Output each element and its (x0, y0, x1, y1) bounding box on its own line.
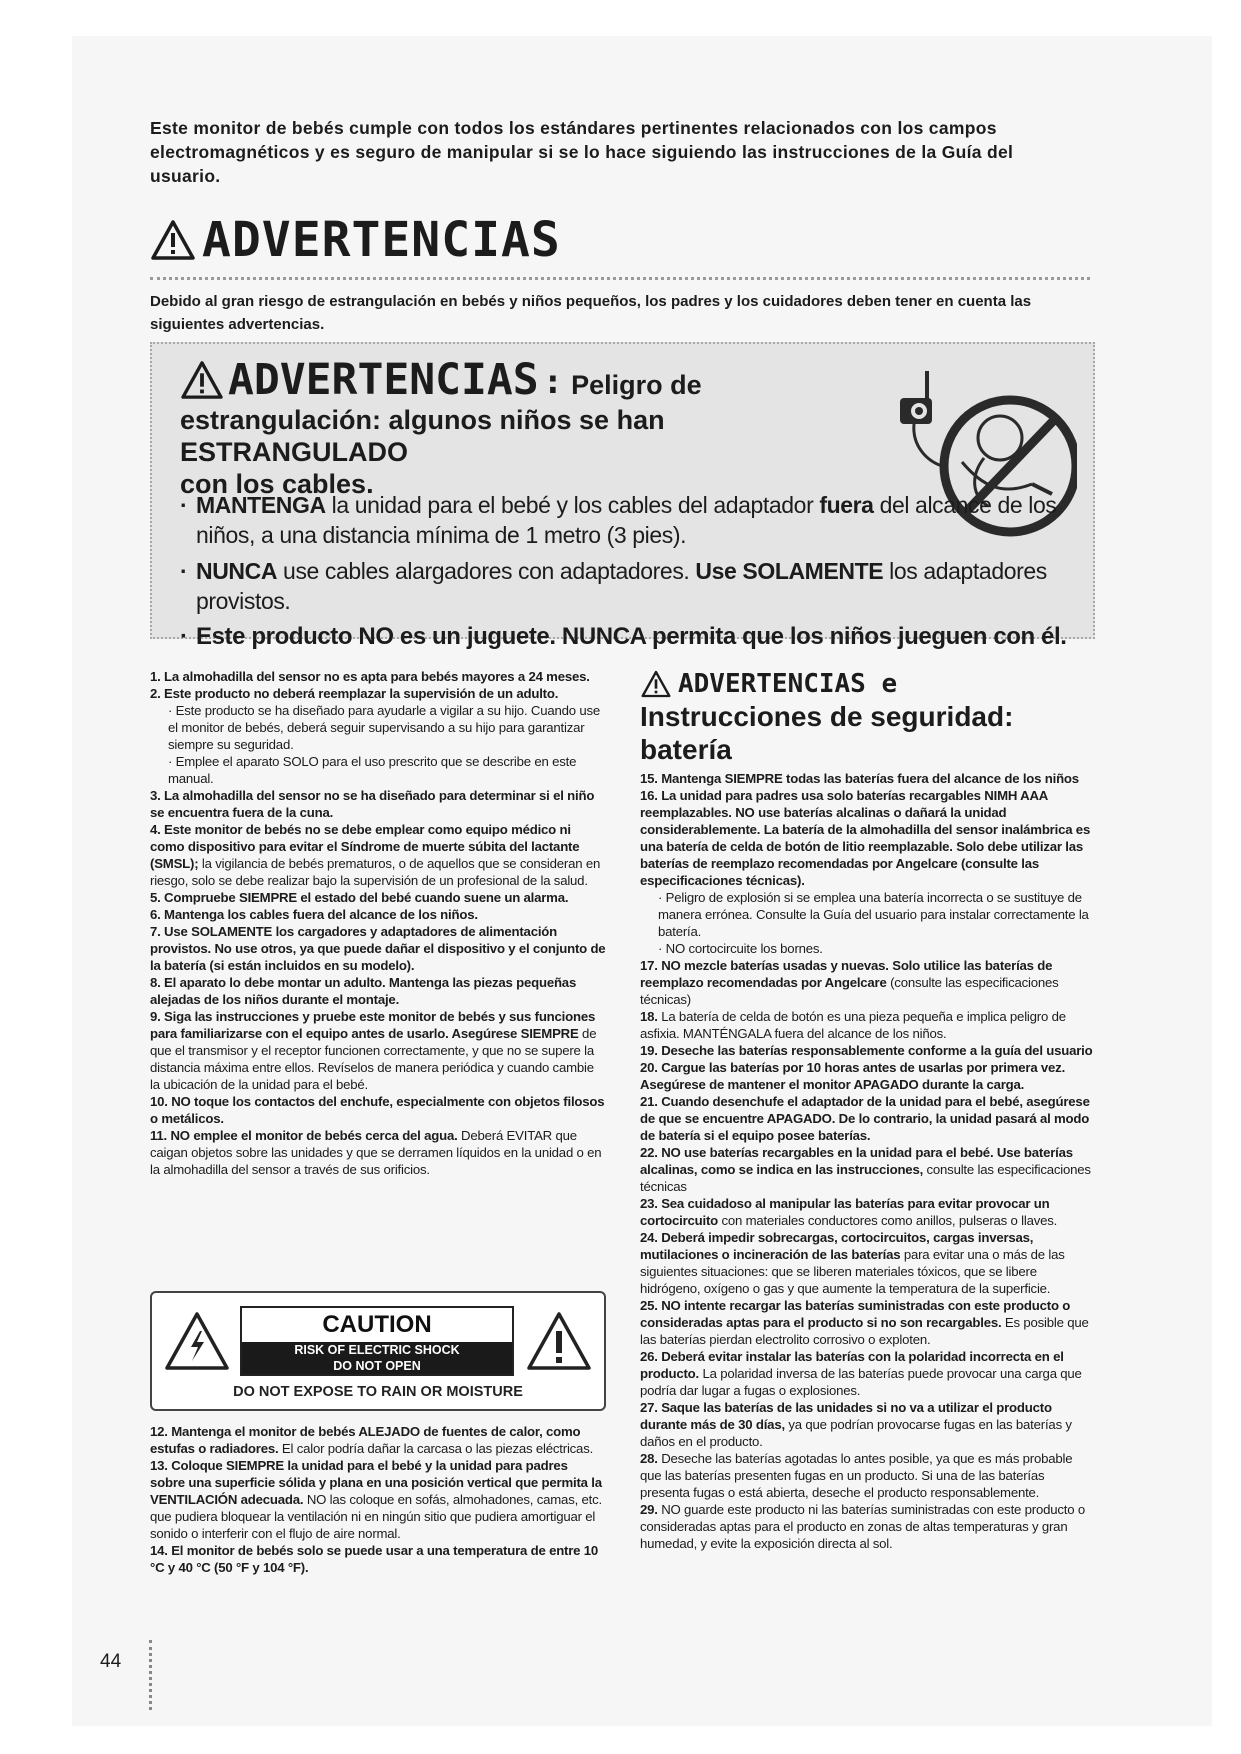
warning-box-heading (180, 356, 880, 500)
list-item: 15. Mantenga SIEMPRE todas las baterías fuera del alcance de los niños (640, 771, 1079, 786)
warning-box-subtitle-3: con los cables. (180, 469, 374, 499)
caution-line-1: RISK OF ELECTRIC SHOCK (294, 1343, 460, 1357)
battery-heading-line-1: ADVERTENCIAS e (678, 669, 898, 699)
warning-box-colon: : (542, 362, 564, 402)
list-item: · Este producto NO es un juguete. NUNCA permita que los niños jueguen con él. (180, 623, 1067, 650)
list-item: 6. Mantenga los cables fuera del alcance de los niños. (150, 907, 478, 922)
list-item: 28. Deseche las baterías agotadas lo antes posible, ya que es más probable que las baterías presenten fugas en un producto. Si una de las baterías presenta fugas o está abierta, deseche el producto responsablemente. (640, 1451, 1073, 1500)
list-item: 20. Cargue las baterías por 10 horas antes de usarlas por primera vez. Asegúrese de mantener el monitor APAGADO durante la carga. (640, 1060, 1066, 1092)
warning-box-subtitle-1: Peligro de (571, 370, 702, 400)
caution-subtitle (242, 1342, 512, 1374)
list-item: 16. La unidad para padres usa solo baterías recargables NIMH AAA reemplazables. NO use baterías alcalinas o dañará la unidad considerablemente. La batería de la almohadilla del sensor inalámbrica es una batería de celda de botón de litio reemplazable. Solo debe utilizar las baterías de reemplazo recomendadas por Angelcare (consulte las especificaciones técnicas). (640, 788, 1091, 888)
list-item: 22. NO use baterías recargables en la unidad para el bebé. Use baterías alcalinas, como se indica en las instrucciones, consulte las especificaciones técnicas (640, 1145, 1091, 1194)
list-item: 8. El aparato lo debe montar un adulto. Mantenga las piezas pequeñas alejadas de los niños durante el montaje. (150, 975, 577, 1007)
list-subitem: · Emplee el aparato SOLO para el uso prescrito que se describe en este manual. (168, 754, 577, 786)
caution-label (150, 1291, 606, 1411)
caution-bottom-text: DO NOT EXPOSE TO RAIN OR MOISTURE (233, 1384, 523, 1400)
warning-triangle-icon (150, 219, 196, 261)
list-item: 4. Este monitor de bebés no se debe emplear como equipo médico ni como dispositivo para evitar el Síndrome de muerte súbita del lactante (SMSL); la vigilancia de bebés prematuros, o de aquellos que se consideran en riesgo, solo se debe realizar bajo la supervisión de un profesional de la salud. (150, 822, 601, 888)
list-item: 7. Use SOLAMENTE los cargadores y adaptadores de alimentación provistos. No use otros, ya que puede dañar el dispositivo y el conjunto de la batería (si están incluidos en su modelo). (150, 924, 606, 973)
sub-intro-paragraph: Debido al gran riesgo de estrangulación en bebés y niños pequeños, los padres y los cuidadores deben tener en cuenta las siguientes advertencias. (150, 293, 1032, 333)
caution-title: CAUTION (322, 1311, 432, 1338)
list-item: 25. NO intente recargar las baterías suministradas con este producto o consideradas aptas para el producto si no son recargables. Es posible que las baterías pierdan electrolito corrosivo o exploten. (640, 1298, 1089, 1347)
list-item: 24. Deberá impedir sobrecargas, cortocircuitos, cargas inversas, mutilaciones o incineración de las baterías para evitar una o más de las siguientes situaciones: que se liberen materiales tóxicos, que se libere hidrógeno, oxígeno o gas y que aumente la temperatura de la superficie. (640, 1230, 1065, 1296)
warning-triangle-icon (640, 670, 672, 698)
list-item: 29. NO guarde este producto ni las baterías suministradas con este producto o consideradas aptas para el producto en zonas de altas temperaturas y gran humedad, y evite la exposición directa al sol. (640, 1502, 1085, 1551)
list-item: · MANTENGA la unidad para el bebé y los cables del adaptador fuera del alcance de los niños, a una distancia mínima de 1 metro (3 pies). (180, 492, 1057, 548)
battery-heading-line-2: Instrucciones de seguridad: (640, 701, 1014, 732)
list-item: 23. Sea cuidadoso al manipular las baterías para evitar provocar un cortocircuito con materiales conductores como anillos, pulseras o llaves. (640, 1196, 1058, 1228)
list-item: 21. Cuando desenchufe el adaptador de la unidad para el bebé, asegúrese de que se encuentre APAGADO. De lo contrario, la unidad pasará al modo de batería si el equipo posee baterías. (640, 1094, 1090, 1143)
list-item: 14. El monitor de bebés solo se puede usar a una temperatura de entre 10 °C y 40 °C (50 °F y 104 °F). (150, 1543, 599, 1575)
right-column (640, 770, 1094, 1552)
list-item: 5. Compruebe SIEMPRE el estado del bebé cuando suene un alarma. (150, 890, 569, 905)
list-item: 13. Coloque SIEMPRE la unidad para el bebé y la unidad para padres sobre una superficie sólida y plana en una posición vertical que permita la VENTILACIÓN adecuada. NO las coloque en sofás, almohadones, camas, etc. que pudiera bloquear la ventilación ni en ningún sitio que pudiera amortiguar el sonido o interferir con el flujo de aire normal. (150, 1458, 602, 1541)
list-item: 19. Deseche las baterías responsablemente conforme a la guía del usuario (640, 1043, 1093, 1058)
dotted-divider (150, 277, 1090, 280)
page-margin-dots (149, 1640, 152, 1710)
battery-heading-line-3: batería (640, 734, 732, 765)
battery-heading (640, 668, 1100, 766)
caution-center-panel (240, 1306, 514, 1376)
list-item: 3. La almohadilla del sensor no se ha diseñado para determinar si el niño se encuentra fuera de la cuna. (150, 788, 595, 820)
list-item: 1. La almohadilla del sensor no es apta para bebés mayores a 24 meses. (150, 669, 590, 684)
warning-box-list (180, 490, 1080, 658)
main-heading-text: ADVERTENCIAS (202, 212, 561, 268)
electric-shock-icon (164, 1311, 230, 1371)
list-item: 2. Este producto no deberá reemplazar la supervisión de un adulto. (150, 686, 559, 701)
warning-box-title: ADVERTENCIAS (228, 355, 539, 405)
list-item: 17. NO mezcle baterías usadas y nuevas. Solo utilice las baterías de reemplazo recomendadas por Angelcare (consulte las especificaciones técnicas) (640, 958, 1059, 1007)
list-item: · NUNCA use cables alargadores con adaptadores. Use SOLAMENTE los adaptadores provistos. (180, 558, 1047, 614)
list-item: 11. NO emplee el monitor de bebés cerca del agua. Deberá EVITAR que caigan objetos sobre las unidades y que se derramen líquidos en la unidad o en la almohadilla del sensor a través de sus orificios. (150, 1128, 602, 1177)
list-item: 18. La batería de celda de botón es una pieza pequeña e implica peligro de asfixia. MANTÉNGALA fuera del alcance de los niños. (640, 1009, 1066, 1041)
warning-triangle-icon (180, 360, 224, 400)
list-item: 10. NO toque los contactos del enchufe, especialmente con objetos filosos o metálicos. (150, 1094, 605, 1126)
left-column-lower (150, 1423, 606, 1576)
list-subitem: · Este producto se ha diseñado para ayudarle a vigilar a su hijo. Cuando use el monitor de bebés, deberá seguir supervisando a su hijo para garantizar siempre su seguridad. (168, 703, 600, 752)
list-item: 9. Siga las instrucciones y pruebe este monitor de bebés y sus funciones para familiarizarse con el equipo antes de usarlo. Asegúrese SIEMPRE de que el transmisor y el receptor funcionen correctamente, y que no se supere la distancia máxima entre ellos. Revíselos de manera periódica y cuando cambie la ubicación de la unidad para el bebé. (150, 1009, 597, 1092)
page-number: 44 (100, 1651, 122, 1672)
list-subitem: · Peligro de explosión si se emplea una batería incorrecta o se sustituye de manera errónea. Consulte la Guía del usuario para instalar correctamente la batería. (658, 890, 1089, 939)
list-item: 27. Saque las baterías de las unidades si no va a utilizar el producto durante más de 30 días, ya que podrían provocarse fugas en las baterías y daños en el producto. (640, 1400, 1072, 1449)
list-item: 26. Deberá evitar instalar las baterías con la polaridad incorrecta en el producto. La polaridad inversa de las baterías puede provocar una carga que podría dar lugar a fugas o explosiones. (640, 1349, 1082, 1398)
list-item: 12. Mantenga el monitor de bebés ALEJADO de fuentes de calor, como estufas o radiadores. El calor podría dañar la carcasa o las piezas eléctricas. (150, 1424, 594, 1456)
caution-line-2: DO NOT OPEN (333, 1359, 421, 1373)
intro-paragraph: Este monitor de bebés cumple con todos los estándares pertinentes relacionados con los campos electromagnéticos y es seguro de manipular si se lo hace siguiendo las instrucciones de la Guía del usuario. (150, 118, 1014, 186)
strangulation-warning-box (150, 342, 1095, 650)
exclamation-warning-icon (526, 1311, 592, 1371)
left-column (150, 668, 606, 1178)
warning-box-subtitle-2: estrangulación: algunos niños se han ESTRANGULADO (180, 405, 665, 467)
list-subitem: · NO cortocircuite los bornes. (658, 941, 823, 956)
main-heading (150, 213, 561, 267)
